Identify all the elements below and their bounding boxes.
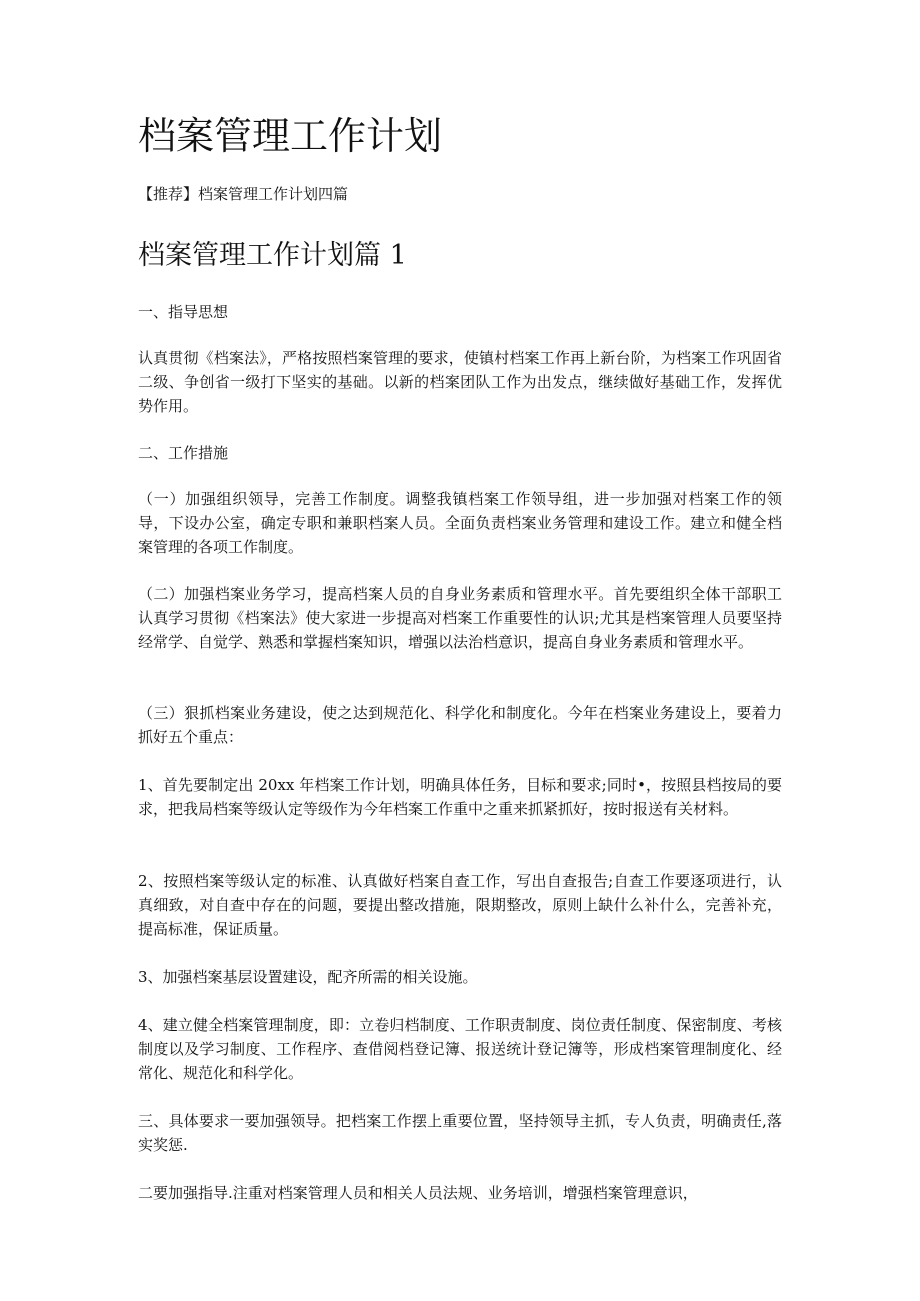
paragraph-requirements-1: 三、具体要求一要加强领导。把档案工作摆上重要位置，坚持领导主抓，专人负责，明确责任,落实奖惩. xyxy=(138,1112,782,1154)
section-title: 档案管理工作计划篇 1 xyxy=(138,240,407,271)
paragraph-measure-2: （二）加强档案业务学习，提高档案人员的自身业务素质和管理水平。首先要组织全体干部职工认真学习贯彻《档案法》使大家进一步提高对档案工作重要性的认识;尤其是档案管理人员要坚持经常学、自觉学、熟悉和掌握档案知识，增强以法治档意识，提高自身业务素质和管理水平。 xyxy=(138,585,782,651)
paragraph-guiding-ideology: 认真贯彻《档案法》，严格按照档案管理的要求，使镇村档案工作再上新台阶，为档案工作巩固省二级、争创省一级打下坚实的基础。以新的档案团队工作为出发点，继续做好基础工作，发挥优势作用。 xyxy=(138,349,782,415)
paragraph-key-point-1: 1、首先要制定出 20xx 年档案工作计划，明确具体任务，目标和要求;同时•，按照县档按局的要求，把我局档案等级认定等级作为今年档案工作重中之重来抓紧抓好，按时报送有关材料。 xyxy=(138,776,782,818)
paragraph-key-point-3: 3、加强档案基层设置建设，配齐所需的相关设施。 xyxy=(138,968,478,986)
heading-guiding-ideology: 一、指导思想 xyxy=(138,303,229,321)
paragraph-measure-1: （一）加强组织领导，完善工作制度。调整我镇档案工作领导组，进一步加强对档案工作的领导，下设办公室，确定专职和兼职档案人员。全面负责档案业务管理和建设工作。建立和健全档案管理的各项工作制度。 xyxy=(138,490,782,556)
document-subtitle: 【推荐】档案管理工作计划四篇 xyxy=(138,185,349,203)
heading-work-measures: 二、工作措施 xyxy=(138,444,229,462)
paragraph-measure-3: （三）狠抓档案业务建设，使之达到规范化、科学化和制度化。今年在档案业务建设上，要着力抓好五个重点： xyxy=(138,704,782,746)
paragraph-key-point-2: 2、按照档案等级认定的标准、认真做好档案自查工作，写出自查报告;自查工作要逐项进行，认真细致，对自查中存在的问题，要提出整改措施，限期整改，原则上缺什么补什么，完善补充，提高标准，保证质量。 xyxy=(138,872,782,938)
paragraph-requirements-2: 二要加强指导.注重对档案管理人员和相关人员法规、业务培训，增强档案管理意识， xyxy=(138,1184,698,1202)
document-title: 档案管理工作计划 xyxy=(138,114,443,158)
paragraph-key-point-4: 4、建立健全档案管理制度，即：立卷归档制度、工作职责制度、岗位责任制度、保密制度、考核制度以及学习制度、工作程序、查借阅档登记簿、报送统计登记簿等，形成档案管理制度化、经常化、规范化和科学化。 xyxy=(138,1016,782,1082)
